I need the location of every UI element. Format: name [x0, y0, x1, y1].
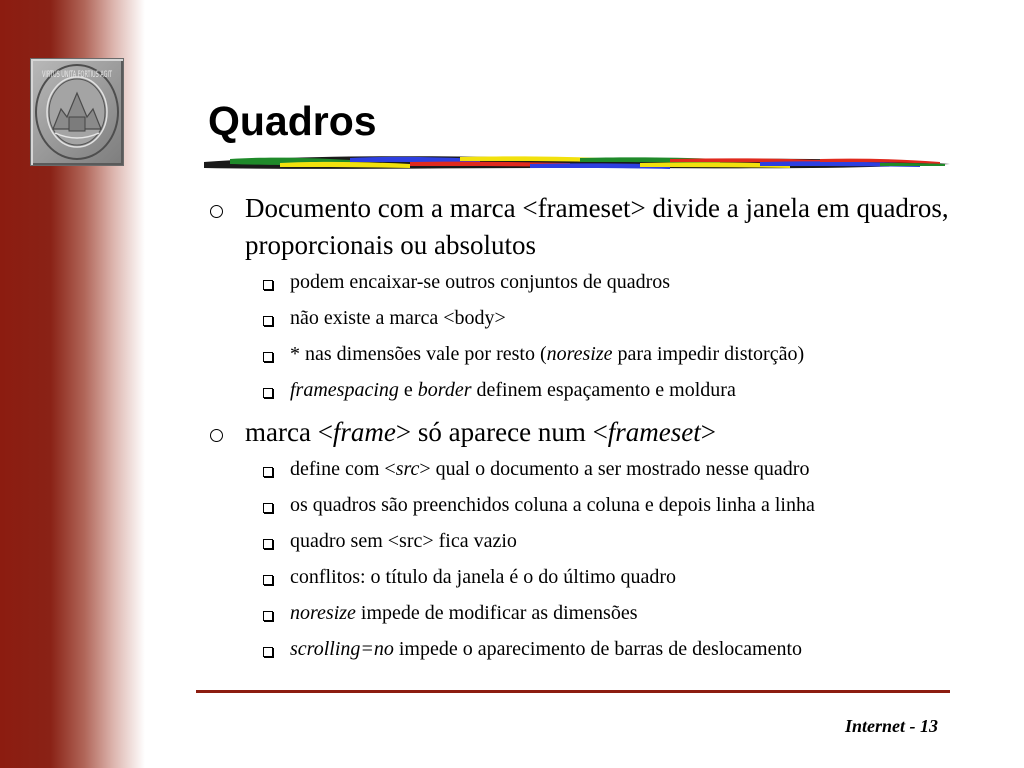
square-bullet-icon [263, 352, 273, 362]
text-run: impede de modificar as dimensões [355, 602, 638, 624]
bullet-item [205, 414, 975, 451]
text-run: quadro sem <src> fica vazio [290, 530, 517, 552]
subitem [205, 342, 975, 367]
square-bullet-icon [263, 647, 273, 657]
text-run: define com < [290, 458, 396, 480]
italic-text: noresize [290, 602, 356, 624]
text-run: não existe a marca <body> [290, 307, 506, 329]
subitem [205, 529, 975, 554]
text-run: definem espaçamento e moldura [471, 379, 736, 401]
circle-bullet-icon [210, 429, 223, 442]
italic-text: scrolling=no [290, 638, 394, 660]
text-run: * nas dimensões vale por resto ( [290, 343, 547, 365]
subitem [205, 565, 975, 590]
text-run: conflitos: o título da janela é o do último quadro [290, 566, 677, 588]
text-run: e [398, 379, 418, 401]
text-run: > só aparece num < [395, 417, 608, 447]
italic-text: noresize [546, 343, 613, 365]
subitem-list [205, 457, 975, 662]
subitem [205, 493, 975, 518]
square-bullet-icon [263, 280, 273, 290]
italic-text: src [395, 458, 420, 480]
square-bullet-icon [263, 388, 273, 398]
italic-text: frameset [607, 417, 701, 447]
university-seal-logo [30, 58, 124, 166]
subitem [205, 306, 975, 331]
text-run: para impedir distorção) [612, 343, 805, 365]
subitem [205, 637, 975, 662]
italic-text: frame [332, 417, 396, 447]
slide-title: Quadros [208, 98, 377, 144]
footer-divider [196, 690, 950, 693]
square-bullet-icon [263, 316, 273, 326]
square-bullet-icon [263, 467, 273, 477]
text-run: podem encaixar-se outros conjuntos de quadros [290, 271, 671, 293]
square-bullet-icon [263, 503, 273, 513]
subitem-list [205, 270, 975, 403]
text-run: Documento com a marca <frameset> divide a janela em quadros, proporcionais ou absolutos [245, 193, 949, 260]
square-bullet-icon [263, 575, 273, 585]
bullet-item [205, 190, 975, 264]
italic-text: border [417, 379, 472, 401]
footer-page-label: Internet - 13 [844, 716, 938, 736]
text-run: marca < [245, 417, 333, 447]
square-bullet-icon [263, 611, 273, 621]
text-run: > qual o documento a ser mostrado nesse quadro [419, 458, 810, 480]
square-bullet-icon [263, 539, 273, 549]
italic-text: framespacing [290, 379, 399, 401]
text-run: impede o aparecimento de barras de deslocamento [393, 638, 803, 660]
subitem [205, 457, 975, 482]
subitem [205, 270, 975, 295]
text-run: > [700, 417, 717, 447]
slide-content [205, 190, 975, 673]
circle-bullet-icon [210, 205, 223, 218]
brushstroke-divider [200, 150, 952, 180]
bullet-list [205, 190, 975, 662]
seal-inscription: VIRTUS UNITA FORTIUS AGIT [42, 70, 113, 80]
text-run: os quadros são preenchidos coluna a coluna e depois linha a linha [290, 494, 815, 516]
subitem [205, 378, 975, 403]
subitem [205, 601, 975, 626]
